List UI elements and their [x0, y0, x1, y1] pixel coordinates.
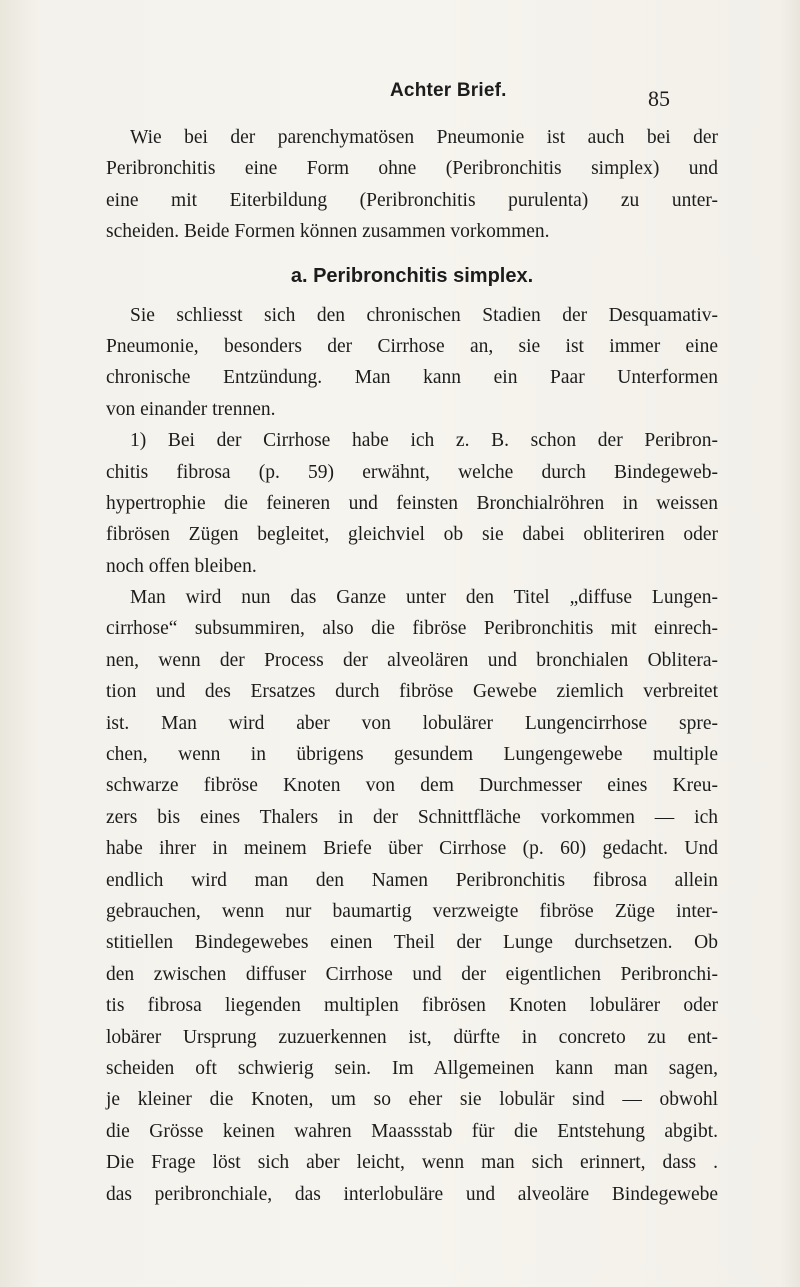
text-line: endlich wird man den Namen Peribronchitis fibrosa allein: [106, 869, 718, 891]
text-line: tis fibrosa liegenden multiplen fibrösen Knoten lobulärer oder: [106, 995, 718, 1017]
text-line: cirrhose“ subsummiren, also die fibröse Peribronchitis mit einrech-: [106, 618, 718, 640]
text-line: tion und des Ersatzes durch fibröse Gewebe ziemlich verbreitet: [106, 681, 718, 703]
text-line: chen, wenn in übrigens gesundem Lungengewebe multiple: [106, 744, 718, 766]
text-line: 1) Bei der Cirrhose habe ich z. B. schon der Peribron-: [130, 430, 718, 452]
text-line: das peribronchiale, das interlobuläre und alveoläre Bindegewebe: [106, 1183, 718, 1205]
body-text: [106, 122, 718, 1210]
text-line: ist. Man wird aber von lobulärer Lungencirrhose spre-: [106, 712, 718, 734]
text-line: die Grösse keinen wahren Maassstab für die Entstehung abgibt.: [106, 1120, 718, 1142]
text-line: Man wird nun das Ganze unter den Titel „diffuse Lungen-: [130, 587, 718, 609]
text-line: von einander trennen.: [106, 398, 276, 420]
text-line: chitis fibrosa (p. 59) erwähnt, welche durch Bindegeweb-: [106, 461, 718, 483]
text-line: lobärer Ursprung zuzuerkennen ist, dürfte in concreto zu ent-: [106, 1026, 718, 1048]
text-line: chronische Entzündung. Man kann ein Paar Unterformen: [106, 367, 718, 389]
text-line: schwarze fibröse Knoten von dem Durchmesser eines Kreu-: [106, 775, 718, 797]
text-line: nen, wenn der Process der alveolären und bronchialen Oblitera-: [106, 649, 718, 671]
text-line: eine mit Eiterbildung (Peribronchitis purulenta) zu unter-: [106, 189, 718, 211]
page-number: 85: [648, 86, 670, 111]
text-line: noch offen bleiben.: [106, 555, 257, 577]
text-line: Wie bei der parenchymatösen Pneumonie ist auch bei der: [130, 127, 718, 148]
text-line: zers bis eines Thalers in der Schnittfläche vorkommen — ich: [106, 806, 718, 828]
text-line: scheiden. Beide Formen können zusammen vorkommen.: [106, 221, 550, 243]
text-line: hypertrophie die feineren und feinsten Bronchialröhren in weissen: [106, 492, 718, 514]
text-line: habe ihrer in meinem Briefe über Cirrhose (p. 60) gedacht. Und: [106, 838, 718, 860]
text-line: fibrösen Zügen begleitet, gleichviel ob sie dabei obliteriren oder: [106, 524, 718, 546]
running-head: Achter Brief.: [390, 80, 507, 101]
text-line: Die Frage löst sich aber leicht, wenn man sich erinnert, dass .: [106, 1152, 718, 1174]
text-line: Peribronchitis eine Form ohne (Peribronchitis simplex) und: [106, 158, 718, 180]
page-header: [100, 80, 720, 120]
text-line: Pneumonie, besonders der Cirrhose an, sie ist immer eine: [106, 335, 718, 357]
text-line: den zwischen diffuser Cirrhose und der eigentlichen Peribronchi-: [106, 963, 718, 985]
text-line: je kleiner die Knoten, um so eher sie lobulär sind — obwohl: [106, 1089, 718, 1111]
section-heading: a. Peribronchitis simplex.: [290, 264, 534, 287]
text-line: gebrauchen, wenn nur baumartig verzweigte fibröse Züge inter-: [106, 900, 718, 922]
text-line: scheiden oft schwierig sein. Im Allgemeinen kann man sagen,: [106, 1057, 718, 1079]
text-line: Sie schliesst sich den chronischen Stadien der Desquamativ-: [130, 304, 718, 326]
text-line: stitiellen Bindegewebes einen Theil der Lunge durchsetzen. Ob: [106, 932, 718, 954]
